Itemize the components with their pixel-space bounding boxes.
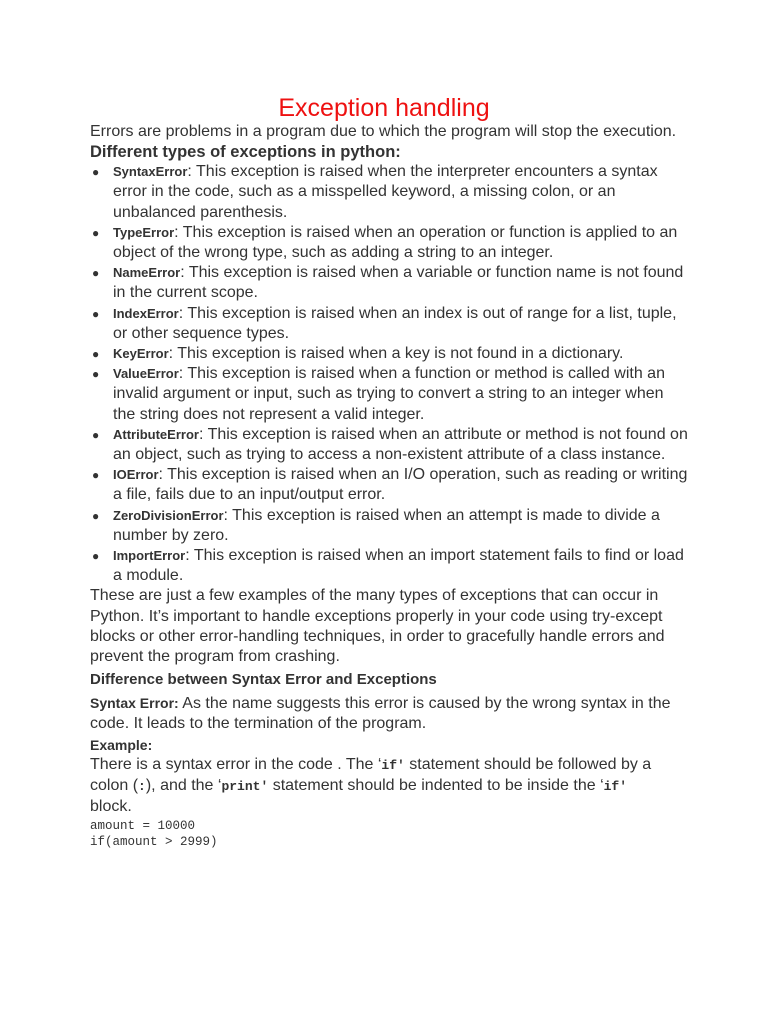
exception-list-item (92, 546, 690, 586)
example-text-1: There is a syntax error in the code . The (90, 755, 378, 773)
bullet-icon: ● (92, 468, 100, 483)
exception-list-item (92, 304, 690, 344)
exception-list-item (92, 162, 690, 223)
exception-description: This exception is raised when a key is not found in a dictionary. (173, 345, 624, 363)
exception-separator: : (185, 547, 190, 565)
bullet-icon: ● (92, 427, 100, 442)
exception-separator: : (168, 345, 174, 363)
exception-list-item (92, 506, 690, 546)
example-text-5: block. (90, 798, 132, 816)
exception-description: This exception is raised when an index is out of range for a list, tuple, or other sequence types. (113, 304, 677, 342)
exception-name: TypeError (113, 224, 175, 240)
exception-name: ZeroDivisionError (113, 507, 224, 523)
exception-description: This exception is raised when an import statement fails to find or load a module. (113, 547, 684, 585)
exception-name: IndexError (113, 305, 179, 321)
keyword-if: if' (603, 778, 628, 794)
syntax-error-paragraph (90, 693, 690, 734)
exception-description: This exception is raised when a variable or function name is not found in the current scope. (113, 264, 684, 302)
example-paragraph (90, 755, 690, 818)
intro-paragraph: Errors are problems in a program due to which the program will stop the execution. (90, 123, 677, 140)
types-heading: Different types of exceptions in python: (90, 143, 401, 162)
bullet-icon: ● (92, 367, 100, 382)
exception-description: This exception is raised when an I/O operation, such as reading or writing a file, fails due to an input/output error. (113, 466, 688, 504)
exception-separator: : (223, 506, 228, 524)
bullet-icon: ● (92, 225, 100, 240)
exception-list-item (92, 263, 690, 303)
exception-list (90, 162, 690, 586)
exception-name: SyntaxError (113, 164, 188, 180)
exception-description: This exception is raised when an attribute or method is not found on an object, such as trying to access a non-existent attribute of a class instance. (113, 425, 688, 464)
quote-mark: ‘ (600, 776, 604, 794)
summary-paragraph: These are just a few examples of the many types of exceptions that can occur in Python. It’s important to handle exceptions properly in your code using try-except blocks or other error-handling techniques, in order to gracefully handle errors and prevent the program from crashing. (90, 587, 665, 666)
exception-name: NameError (113, 265, 181, 281)
exception-separator: : (187, 163, 192, 181)
syntax-error-label: Syntax Error: (90, 695, 179, 712)
keyword-colon: : (138, 778, 146, 794)
exception-description: This exception is raised when an attempt is made to divide a number by zero. (113, 506, 660, 544)
exception-name: ImportError (113, 548, 186, 564)
bullet-icon: ● (92, 306, 100, 321)
exception-list-item (92, 223, 690, 263)
bullet-icon: ● (92, 165, 100, 180)
bullet-icon: ● (92, 549, 100, 564)
exception-name: IOError (113, 467, 159, 483)
code-line: if(amount > 2999) (90, 835, 218, 850)
page-title: Exception handling (278, 94, 490, 122)
code-line: amount = 10000 (90, 819, 196, 834)
exception-list-item (92, 364, 690, 425)
bullet-icon: ● (92, 508, 100, 523)
exception-description: This exception is raised when an operation or function is applied to an object of the wrong type, such as adding a string to an integer. (113, 223, 678, 262)
exception-name: ValueError (113, 366, 179, 382)
keyword-if: if' (381, 757, 405, 773)
exception-separator: : (174, 223, 179, 241)
bullet-icon: ● (92, 266, 100, 281)
example-label: Example: (90, 736, 153, 753)
example-text-4: statement should be indented to be inside the (268, 776, 601, 794)
exception-separator: : (178, 304, 184, 322)
bullet-icon: ● (92, 347, 100, 362)
document-body (90, 122, 690, 850)
difference-heading: Difference between Syntax Error and Exceptions (90, 671, 437, 689)
exception-list-item (92, 465, 690, 505)
exception-name: AttributeError (113, 426, 199, 442)
quote-mark: ‘ (377, 755, 382, 773)
exception-separator: : (178, 365, 184, 383)
exception-description: This exception is raised when a function or method is called with an invalid argument or input, such as trying to convert a string to an integer when the string does not represent a valid integer. (113, 365, 665, 423)
code-block (90, 818, 690, 850)
exception-separator: : (180, 264, 185, 282)
exception-separator: : (198, 425, 204, 443)
exception-list-item (92, 425, 690, 465)
exception-description: This exception is raised when the interpreter encounters a syntax error in the code, such as a misspelled keyword, a missing colon, or an unbalanced parenthesis. (113, 163, 658, 221)
quote-mark: ‘ (217, 776, 222, 794)
example-text-2: statement should be followed by a colon ( (90, 755, 652, 794)
exception-list-item (92, 344, 690, 364)
exception-separator: : (158, 466, 163, 484)
syntax-error-text: As the name suggests this error is caused by the wrong syntax in the code. It leads to the termination of the program. (90, 695, 671, 733)
keyword-print: print' (221, 778, 269, 794)
example-text-3: ), and the (145, 776, 218, 794)
exception-name: KeyError (113, 346, 169, 362)
